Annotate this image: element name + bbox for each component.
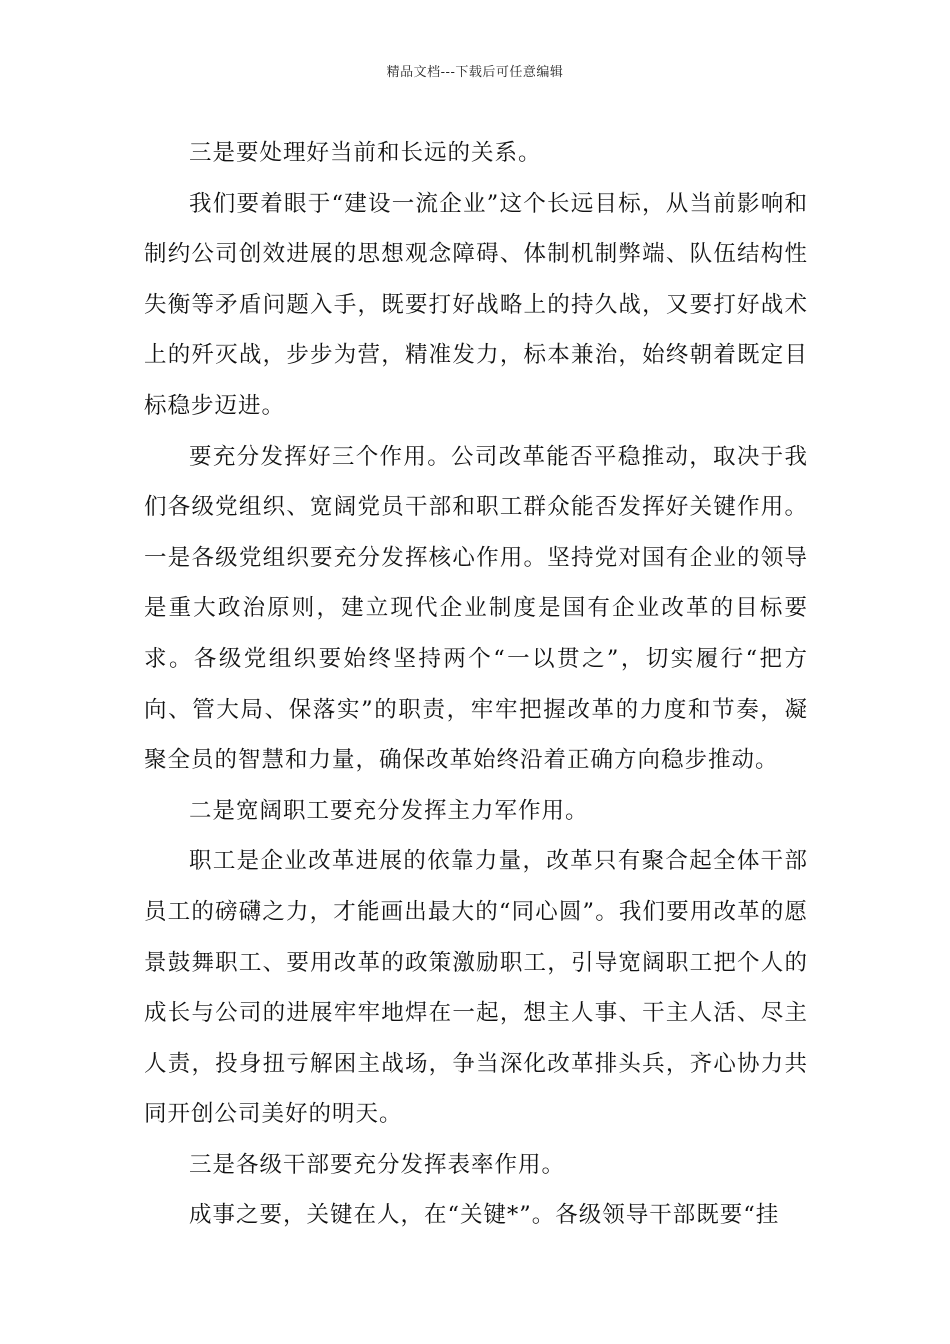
paragraph-4: 二是宽阔职工要充分发挥主力军作用。 bbox=[189, 797, 589, 824]
paragraph-3: 要充分发挥好三个作用。公司改革能否平稳推动，取决于我们各级党组织、宽阔党员干部和职工群众能否发挥好关键作用。一是各级党组织要充分发挥核心作用。坚持党对国有企业的领导是重大政治原则，建立现代企业制度是国有企业改革的目标要求。各级党组织要始终坚持两个“一以贯之”，切实履行“把方向、管大局、保落实”的职责，牢牢把握改革的力度和节奏，凝聚全员的智慧和力量，确保改革始终沿着正确方向稳步推动。 bbox=[144, 443, 808, 774]
paragraph-6: 三是各级干部要充分发挥表率作用。 bbox=[189, 1151, 566, 1178]
paragraph-1: 三是要处理好当前和长远的关系。 bbox=[189, 140, 542, 166]
page-header: 精品文档---下载后可任意编辑 bbox=[386, 65, 564, 80]
paragraph-5: 职工是企业改革进展的依靠力量，改革只有聚合起全体干部员工的磅礴之力，才能画出最大的“同心圆”。我们要用改革的愿景鼓舞职工、要用改革的政策激励职工，引导宽阔职工把个人的成长与公司的进展牢牢地焊在一起，想主人事、干主人活、尽主人责，投身扭亏解困主战场，争当深化改革排头兵，齐心协力共同开创公司美好的明天。 bbox=[144, 848, 808, 1128]
paragraph-7: 成事之要，关键在人，在“关键*”。各级领导干部既要“挂 bbox=[189, 1202, 780, 1229]
document-body bbox=[144, 128, 808, 1241]
paragraph-2: 我们要着眼于“建设一流企业”这个长远目标，从当前影响和制约公司创效进展的思想观念障碍、体制机制弊端、队伍结构性失衡等矛盾问题入手，既要打好战略上的持久战，又要打好战术上的歼灭战，步步为营，精准发力，标本兼治，始终朝着既定目标稳步迈进。 bbox=[144, 190, 808, 419]
